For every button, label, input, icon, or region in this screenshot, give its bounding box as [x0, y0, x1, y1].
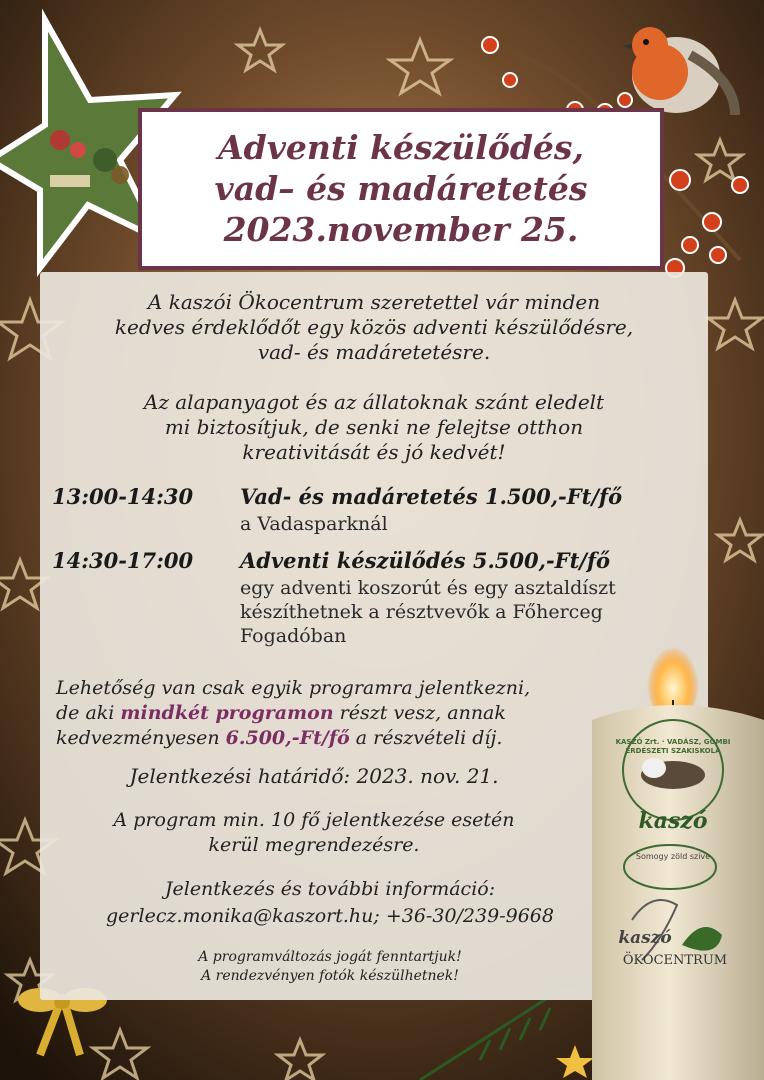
minimum-line: kerül megrendezésre.	[208, 834, 420, 856]
schedule-desc-line: egy adventi koszorút és egy asztaldíszt	[240, 577, 616, 599]
combo-text: a részvételi díj.	[349, 727, 503, 749]
schedule-desc-line: készíthetnek a résztvevők a Főherceg	[240, 601, 603, 623]
materials-paragraph	[40, 390, 708, 465]
schedule-desc	[240, 576, 680, 648]
combo-price: 6.500,-Ft/fő	[225, 727, 350, 749]
note-line: A programváltozás jogát fenntartjuk!	[198, 949, 462, 965]
schedule-desc-line: a Vadasparknál	[240, 513, 388, 535]
schedule-desc-line: Fogadóban	[240, 625, 347, 647]
combo-text: de aki	[56, 702, 121, 724]
schedule-time: 13:00-14:30	[52, 484, 194, 509]
logo1-ring-text: KASZÓ Zrt. · VADÁSZ, GOMBI ERDÉSZETI SZAKISKOLA	[615, 738, 731, 755]
schedule-title: Adventi készülődés 5.500,-Ft/fő	[240, 548, 610, 573]
combo-text: részt vesz, annak	[333, 702, 506, 724]
minimum-paragraph	[40, 808, 588, 858]
note-line: A rendezvényen fotók készülhetnek!	[201, 968, 459, 984]
contact-email-phone: gerlecz.monika@kaszort.hu; +36-30/239-9668	[106, 905, 554, 927]
combo-paragraph	[56, 676, 596, 751]
title-box	[138, 108, 664, 270]
intro-paragraph	[40, 290, 708, 365]
contact-paragraph	[40, 876, 620, 930]
intro-line: A kaszói Ökocentrum szeretettel vár minden	[147, 290, 601, 314]
title-line-3: 2023.november 25.	[223, 210, 579, 249]
schedule-title: Vad- és madáretetés 1.500,-Ft/fő	[240, 484, 623, 509]
intro-line: vad- és madáretetésre.	[257, 340, 491, 364]
logo3-name: kaszó	[618, 928, 672, 948]
notes	[40, 948, 620, 986]
combo-text: kedvezményesen	[56, 727, 226, 749]
schedule-desc	[240, 512, 680, 536]
logo3-sub: ÖKOCENTRUM	[622, 953, 728, 968]
intro-line: kedves érdeklődőt egy közös adventi készülődésre,	[114, 315, 634, 339]
minimum-line: A program min. 10 fő jelentkezése esetén	[113, 809, 515, 831]
materials-line: kreativitását és jó kedvét!	[242, 440, 506, 464]
contact-line: Jelentkezés és további információ:	[164, 878, 496, 900]
title-line-1: Adventi készülődés,	[218, 128, 584, 167]
title-line-2: vad– és madáretetés	[214, 169, 588, 208]
combo-line	[56, 726, 596, 751]
deadline: Jelentkezési határidő: 2023. nov. 21.	[129, 764, 499, 788]
combo-line: Lehetőség van csak egyik programra jelentkezni,	[56, 677, 531, 699]
combo-line	[56, 701, 596, 726]
logo2-name: kaszó	[638, 808, 708, 834]
combo-highlight: mindkét programon	[120, 702, 334, 724]
materials-line: Az alapanyagot és az állatoknak szánt eledelt	[143, 390, 605, 414]
schedule-time: 14:30-17:00	[52, 548, 194, 573]
logo2-tagline: Somogy zöld szíve	[635, 852, 711, 861]
materials-line: mi biztosítjuk, de senki ne felejtse otthon	[164, 415, 584, 439]
